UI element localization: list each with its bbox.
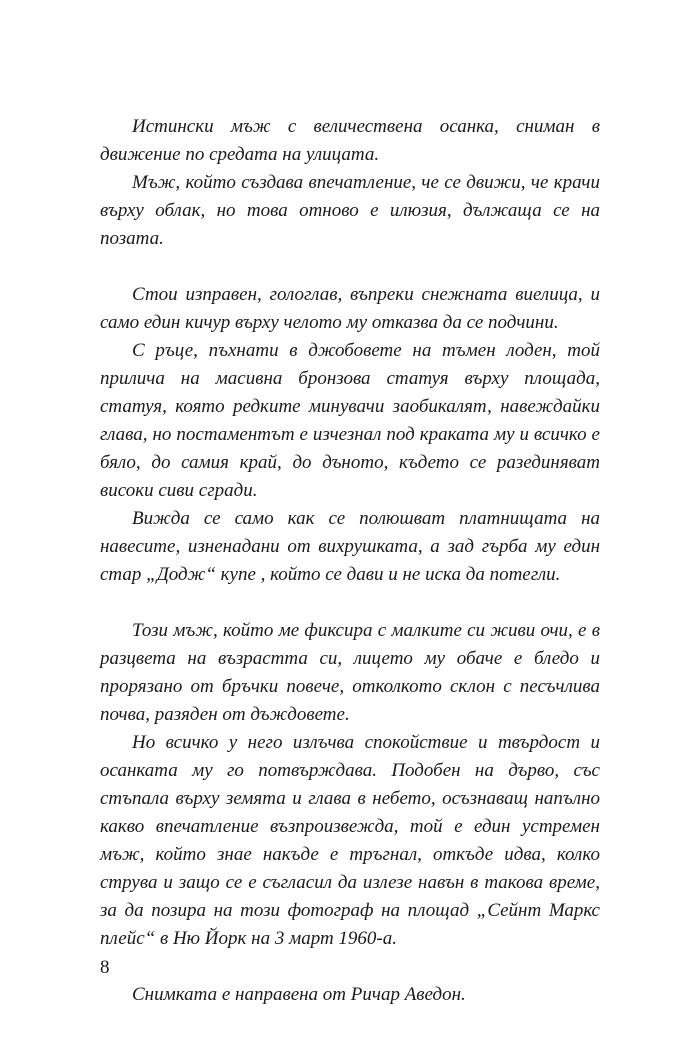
paragraph-2: Мъж, който създава впечатление, че се движи, че крачи върху облак, но това отново е илюзия, дължаща се на позата.	[100, 172, 600, 249]
paragraph-1: Истински мъж с величествена осанка, сниман в движение по средата на улицата.	[100, 116, 600, 165]
paragraph-3: Стои изправен, гологлав, въпреки снежната виелица, и само един кичур върху челото му отказва да се подчини.	[100, 284, 600, 333]
section-break	[100, 953, 600, 981]
page-number: 8	[100, 957, 110, 978]
paragraph-7: Но всичко у него излъчва спокойствие и твърдост и осанката му го потвърждава. Подобен на дърво, със стъпала върху земята и глава в небето, осъзнаващ напълно какво впечатление възпроизвежда, той е един устремен мъж, който знае накъде е тръгнал, откъде идва, колко струва и защо се е съгласил да излезе навън в такова време, за да позира на този фотограф на площад „Сейнт Маркс плейс“ в Ню Йорк на 3 март 1960-а.	[100, 732, 600, 949]
paragraph-8: Снимката е направена от Ричар Аведон.	[132, 984, 466, 1005]
section-break	[100, 589, 600, 617]
paragraph-5: Вижда се само как се полюшват платнищата на навесите, изненадани от вихрушката, а зад гърба му един стар „Додж“ купе , който се дави и не иска да потегли.	[100, 508, 600, 585]
body-text	[100, 113, 600, 1009]
section-break	[100, 253, 600, 281]
paragraph-6: Този мъж, който ме фиксира с малките си живи очи, е в разцвета на възрастта си, лицето му обаче е бледо и прорязано от бръчки повече, отколкото склон с песъчлива почва, разяден от дъждовете.	[100, 620, 600, 725]
paragraph-4: С ръце, пъхнати в джобовете на тъмен лоден, той прилича на масивна бронзова статуя върху площада, статуя, която редките минувачи заобикалят, навеждайки глава, но постаментът е изчезнал под краката му и всичко е бяло, до самия край, до дъното, където се разединяват високи сиви сгради.	[100, 340, 600, 501]
